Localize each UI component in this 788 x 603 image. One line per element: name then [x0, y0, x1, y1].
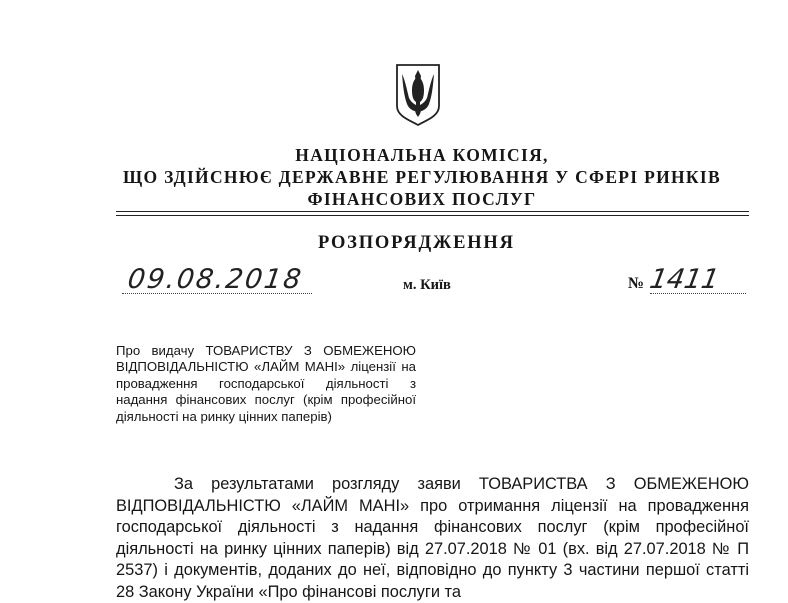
number-underline [650, 293, 746, 294]
body-paragraph: За результатами розгляду заяви ТОВАРИСТВА З ОБМЕЖЕНОЮ ВІДПОВІДАЛЬНІСТЮ «ЛАЙМ МАНІ» про отримання ліцензії на провадження господарської діяльності з надання фінансових послуг (крім професійної діяльності на ринку цінних паперів) від 27.07.2018 № 01 (вх. від 27.07.2018 № П 2537) і документів, доданих до неї, відповідно до пункту 3 частини першої статті 28 Закону України «Про фінансові послуги та [116, 475, 749, 601]
subject-block [116, 343, 416, 425]
handwritten-number: 1411 [647, 264, 722, 295]
trident-emblem-icon [393, 62, 443, 128]
number-sign: № [628, 275, 645, 292]
header-rule-top [116, 211, 749, 212]
org-name-line1: НАЦІОНАЛЬНА КОМІСІЯ, [295, 145, 549, 165]
city: м. Київ [403, 277, 451, 293]
document-title: РОЗПОРЯДЖЕННЯ [318, 233, 515, 253]
subject-text: Про видачу ТОВАРИСТВУ З ОБМЕЖЕНОЮ ВІДПОВІДАЛЬНІСТЮ «ЛАЙМ МАНІ» ліцензії на провадження господарської діяльності з надання фінансових послуг (крім професійної діяльності на ринку цінних паперів) [116, 343, 416, 424]
org-name-line3: ФІНАНСОВИХ ПОСЛУГ [307, 189, 537, 209]
handwritten-date: 09.08.2018 [125, 264, 305, 295]
org-name-line2: ЩО ЗДІЙСНЮЄ ДЕРЖАВНЕ РЕГУЛЮВАННЯ У СФЕРІ РИНКІВ [123, 167, 721, 187]
date-underline [122, 293, 312, 294]
header-rule-bottom [116, 215, 749, 216]
